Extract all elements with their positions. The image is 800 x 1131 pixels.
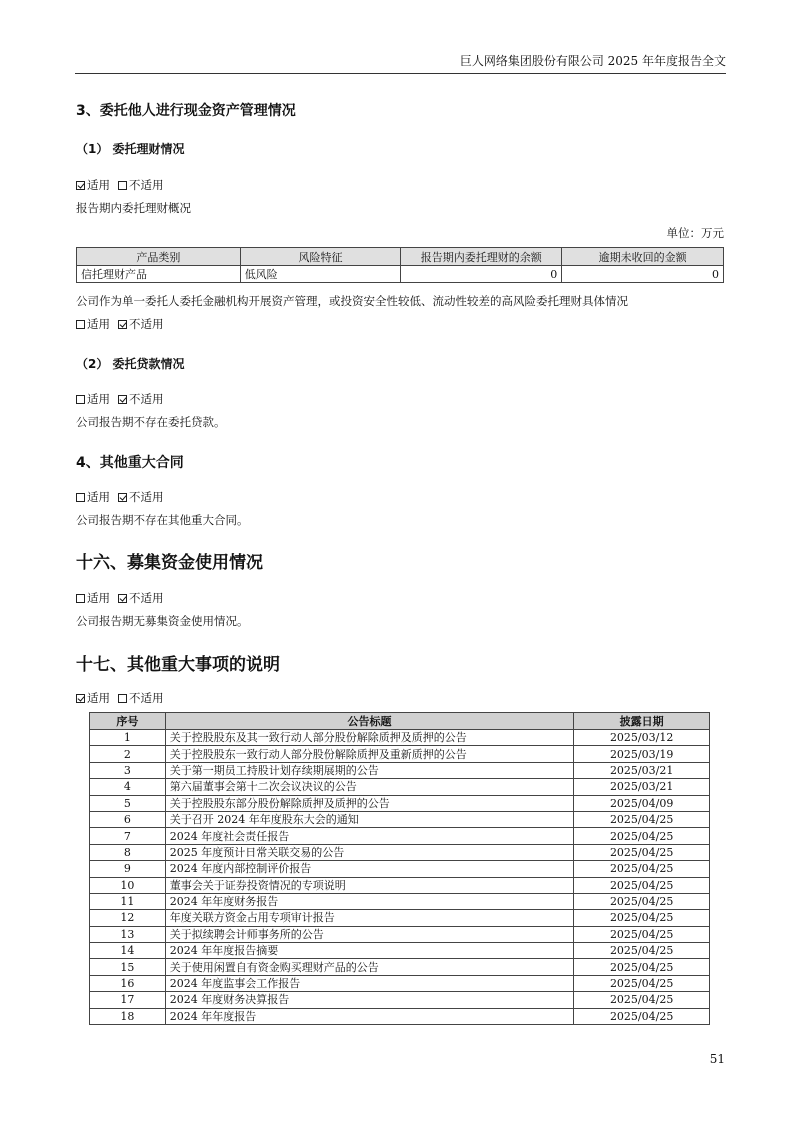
checkbox-unchecked-icon — [76, 320, 85, 329]
table-cell: 11 — [90, 893, 166, 909]
column-header: 报告期内委托理财的余额 — [401, 248, 562, 266]
table-cell: 2025/03/12 — [574, 730, 710, 746]
table-cell: 0 — [401, 266, 562, 283]
header-divider — [75, 73, 726, 74]
table-row — [90, 975, 710, 991]
table-cell: 2024 年度监事会工作报告 — [165, 975, 574, 991]
table-cell: 4 — [90, 779, 166, 795]
table-row — [90, 762, 710, 778]
table-cell: 2025/04/25 — [574, 893, 710, 909]
checkbox-checked-icon — [118, 320, 127, 329]
table-row — [90, 1008, 710, 1024]
table-row — [90, 861, 710, 877]
table-cell: 8 — [90, 844, 166, 860]
loan-text: 公司报告期不存在委托贷款。 — [76, 415, 226, 429]
table-cell: 关于控股股东及其一致行动人部分股份解除质押及质押的公告 — [165, 730, 574, 746]
table-cell: 12 — [90, 910, 166, 926]
applicable-label: 适用 — [87, 490, 110, 504]
table-cell: 2025/03/21 — [574, 779, 710, 795]
table-row — [77, 266, 724, 283]
notice-table — [89, 712, 710, 1025]
page-header: 巨人网络集团股份有限公司 2025 年年度报告全文 — [459, 54, 726, 68]
table-cell: 5 — [90, 795, 166, 811]
table-cell: 2024 年度社会责任报告 — [165, 828, 574, 844]
column-header: 逾期未收回的金额 — [562, 248, 724, 266]
table-row — [90, 992, 710, 1008]
table-cell: 关于使用闲置自有资金购买理财产品的公告 — [165, 959, 574, 975]
table-cell: 2025/04/25 — [574, 1008, 710, 1024]
checkbox-unchecked-icon — [118, 694, 127, 703]
table-row — [90, 926, 710, 942]
table-cell: 2025/04/25 — [574, 811, 710, 827]
applicability-4 — [76, 489, 164, 505]
table-cell: 2024 年度内部控制评价报告 — [165, 861, 574, 877]
table-cell: 1 — [90, 730, 166, 746]
page-number: 51 — [709, 1052, 725, 1066]
subsection-2-title: （2） 委托贷款情况 — [76, 357, 185, 371]
column-header: 披露日期 — [574, 713, 710, 730]
table-cell: 2024 年年度报告摘要 — [165, 943, 574, 959]
section-17-title: 十七、其他重大事项的说明 — [76, 655, 280, 675]
section-16-title: 十六、募集资金使用情况 — [76, 553, 263, 573]
table-cell: 10 — [90, 877, 166, 893]
high-risk-text: 公司作为单一委托人委托金融机构开展资产管理，或投资安全性较低、流动性较差的高风险委托理财具体情况 — [76, 294, 628, 308]
table-row — [90, 943, 710, 959]
applicable-label: 适用 — [87, 178, 110, 192]
section-3-title: 3、委托他人进行现金资产管理情况 — [76, 103, 296, 119]
column-header: 产品类别 — [77, 248, 241, 266]
table-cell: 信托理财产品 — [77, 266, 241, 283]
table-cell: 2024 年年度报告 — [165, 1008, 574, 1024]
table-cell: 2025/04/25 — [574, 828, 710, 844]
table-cell: 6 — [90, 811, 166, 827]
table-cell: 7 — [90, 828, 166, 844]
table-cell: 16 — [90, 975, 166, 991]
wealth-overview-text: 报告期内委托理财概况 — [76, 201, 191, 215]
table-cell: 2025/03/21 — [574, 762, 710, 778]
table-cell: 18 — [90, 1008, 166, 1024]
table-cell: 2025/04/25 — [574, 844, 710, 860]
table-cell: 2025/04/25 — [574, 959, 710, 975]
table-cell: 关于控股股东部分股份解除质押及质押的公告 — [165, 795, 574, 811]
table-cell: 董事会关于证券投资情况的专项说明 — [165, 877, 574, 893]
table-cell: 2025/04/25 — [574, 861, 710, 877]
table-cell: 2025 年度预计日常关联交易的公告 — [165, 844, 574, 860]
not-applicable-label: 不适用 — [129, 317, 164, 331]
applicable-label: 适用 — [87, 591, 110, 605]
table-row — [90, 730, 710, 746]
applicability-1 — [76, 177, 164, 193]
checkbox-unchecked-icon — [76, 594, 85, 603]
checkbox-checked-icon — [118, 493, 127, 502]
applicability-high-risk — [76, 316, 164, 332]
table-cell: 0 — [562, 266, 724, 283]
not-applicable-label: 不适用 — [129, 591, 164, 605]
table-cell: 2025/03/19 — [574, 746, 710, 762]
table-cell: 2024 年度财务决算报告 — [165, 992, 574, 1008]
not-applicable-label: 不适用 — [129, 691, 164, 705]
column-header: 序号 — [90, 713, 166, 730]
table-row — [90, 844, 710, 860]
table-cell: 2 — [90, 746, 166, 762]
not-applicable-label: 不适用 — [129, 392, 164, 406]
fund-text: 公司报告期无募集资金使用情况。 — [76, 614, 249, 628]
wealth-table — [76, 247, 724, 283]
table-cell: 2025/04/09 — [574, 795, 710, 811]
unit-label: 单位：万元 — [666, 226, 724, 240]
table-row — [90, 893, 710, 909]
applicability-16 — [76, 590, 164, 606]
checkbox-unchecked-icon — [118, 181, 127, 190]
not-applicable-label: 不适用 — [129, 490, 164, 504]
checkbox-checked-icon — [118, 594, 127, 603]
column-header: 风险特征 — [240, 248, 401, 266]
notice-table-header — [90, 713, 710, 730]
table-cell: 2025/04/25 — [574, 926, 710, 942]
applicable-label: 适用 — [87, 392, 110, 406]
table-cell: 关于第一期员工持股计划存续期展期的公告 — [165, 762, 574, 778]
table-cell: 2025/04/25 — [574, 992, 710, 1008]
checkbox-checked-icon — [76, 694, 85, 703]
table-row — [90, 877, 710, 893]
table-cell: 第六届董事会第十二次会议决议的公告 — [165, 779, 574, 795]
table-cell: 关于控股股东一致行动人部分股份解除质押及重新质押的公告 — [165, 746, 574, 762]
section-4-title: 4、其他重大合同 — [76, 455, 184, 471]
column-header: 公告标题 — [165, 713, 574, 730]
applicable-label: 适用 — [87, 317, 110, 331]
checkbox-unchecked-icon — [76, 395, 85, 404]
table-cell: 2025/04/25 — [574, 943, 710, 959]
table-row — [90, 828, 710, 844]
table-row — [90, 779, 710, 795]
table-cell: 关于拟续聘会计师事务所的公告 — [165, 926, 574, 942]
checkbox-checked-icon — [76, 181, 85, 190]
table-row — [90, 910, 710, 926]
table-cell: 9 — [90, 861, 166, 877]
table-cell: 17 — [90, 992, 166, 1008]
table-cell: 2025/04/25 — [574, 975, 710, 991]
table-row — [90, 959, 710, 975]
table-cell: 14 — [90, 943, 166, 959]
table-cell: 15 — [90, 959, 166, 975]
table-cell: 3 — [90, 762, 166, 778]
table-cell: 2024 年年度财务报告 — [165, 893, 574, 909]
table-cell: 2025/04/25 — [574, 910, 710, 926]
table-cell: 2025/04/25 — [574, 877, 710, 893]
table-cell: 低风险 — [240, 266, 401, 283]
applicability-2 — [76, 391, 164, 407]
table-cell: 关于召开 2024 年年度股东大会的通知 — [165, 811, 574, 827]
applicability-17 — [76, 690, 164, 706]
not-applicable-label: 不适用 — [129, 178, 164, 192]
table-cell: 年度关联方资金占用专项审计报告 — [165, 910, 574, 926]
applicable-label: 适用 — [87, 691, 110, 705]
checkbox-checked-icon — [118, 395, 127, 404]
checkbox-unchecked-icon — [76, 493, 85, 502]
table-row — [90, 811, 710, 827]
table-row — [90, 795, 710, 811]
subsection-1-title: （1） 委托理财情况 — [76, 142, 185, 156]
table-cell: 13 — [90, 926, 166, 942]
contract-text: 公司报告期不存在其他重大合同。 — [76, 513, 249, 527]
table-row — [90, 746, 710, 762]
wealth-table-header — [77, 248, 724, 266]
